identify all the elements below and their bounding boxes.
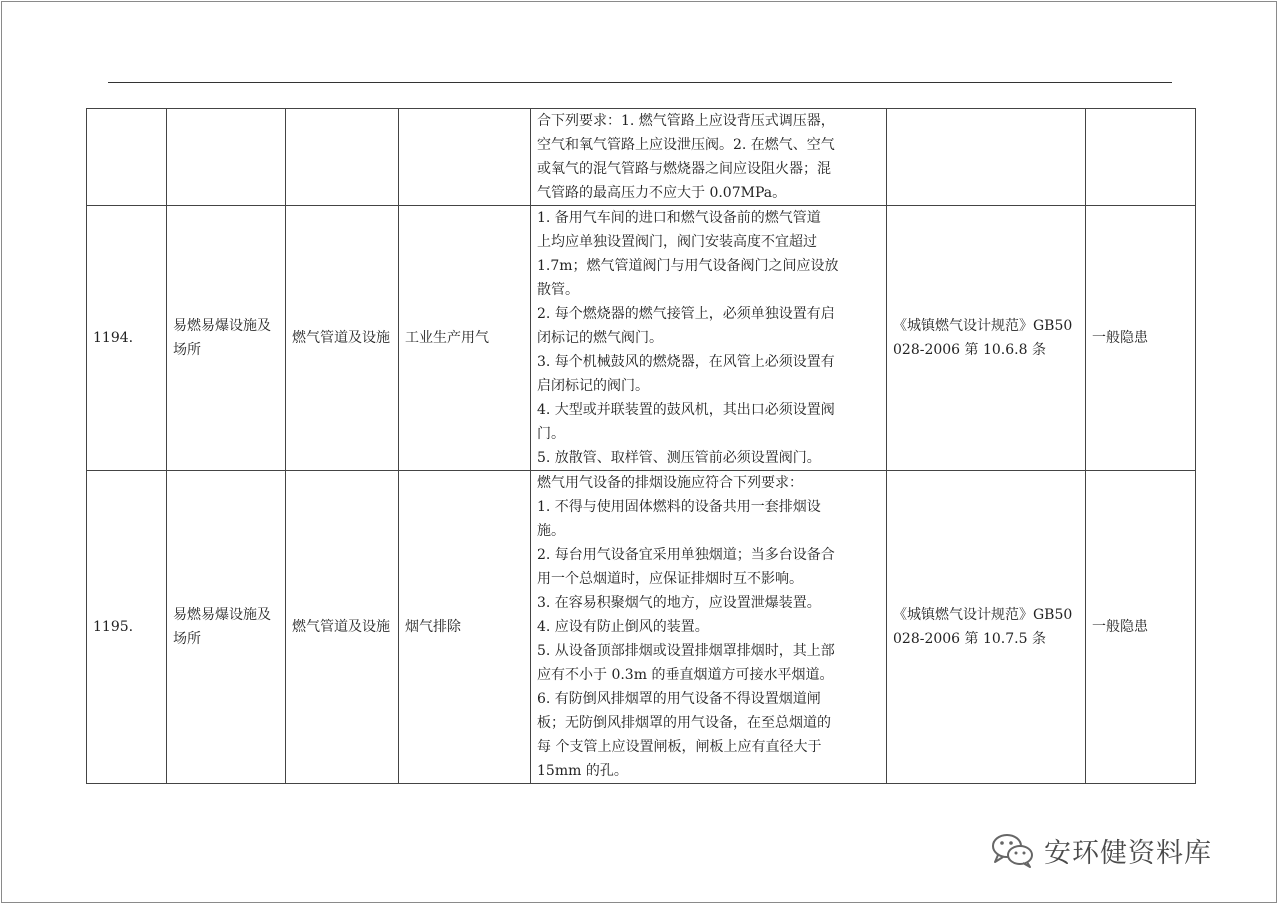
requirement-line: 启闭标记的阀门。 <box>537 378 649 394</box>
requirement-line: 1.7m；燃气管道阀门与用气设备阀门之间应设放 <box>537 258 839 274</box>
item-cell <box>399 109 531 206</box>
requirement-line: 门。 <box>537 426 565 442</box>
requirement-line: 气管路的最高压力不应大于 0.07MPa。 <box>537 185 787 201</box>
subcategory-cell: 燃气管道及设施 <box>286 206 399 471</box>
requirement-line: 施。 <box>537 523 565 539</box>
subcategory-cell <box>286 109 399 206</box>
subcategory-cell: 燃气管道及设施 <box>286 471 399 784</box>
item-cell: 工业生产用气 <box>399 206 531 471</box>
requirement-line: 1. 不得与使用固体燃料的设备共用一套排烟设 <box>537 499 821 515</box>
level-cell: 一般隐患 <box>1086 471 1196 784</box>
level-cell <box>1086 109 1196 206</box>
requirement-line: 3. 每个机械鼓风的燃烧器，在风管上必须设置有 <box>537 354 835 370</box>
requirement-line: 1. 备用气车间的进口和燃气设备前的燃气管道 <box>537 210 821 226</box>
category-cell: 易燃易爆设施及场所 <box>167 206 286 471</box>
requirement-line: 15mm 的孔。 <box>537 763 628 779</box>
hazard-table <box>86 108 1196 784</box>
requirement-line: 闭标记的燃气阀门。 <box>537 330 663 346</box>
requirement-line: 5. 从设备顶部排烟或设置排烟罩排烟时，其上部 <box>537 643 835 659</box>
requirement-line: 或氧气的混气管路与燃烧器之间应设阻火器；混 <box>537 161 831 177</box>
basis-cell <box>887 109 1086 206</box>
requirement-line: 板；无防倒风排烟罩的用气设备，在至总烟道的 <box>537 715 831 731</box>
requirement-line: 应有不小于 0.3m 的垂直烟道方可接水平烟道。 <box>537 667 834 683</box>
requirement-line: 2. 每个燃烧器的燃气接管上，必须单独设置有启 <box>537 306 835 322</box>
category-cell: 易燃易爆设施及场所 <box>167 471 286 784</box>
requirement-line: 燃气用气设备的排烟设施应符合下列要求： <box>537 475 803 491</box>
requirement-line: 散管。 <box>537 282 579 298</box>
row-number <box>87 109 167 206</box>
requirement-line: 上均应单独设置阀门，阀门安装高度不宜超过 <box>537 234 817 250</box>
wechat-icon <box>990 830 1036 870</box>
requirement-line: 4. 应设有防止倒风的装置。 <box>537 619 709 635</box>
table-row <box>87 206 1196 471</box>
basis-cell: 《城镇燃气设计规范》GB50028-2006 第 10.6.8 条 <box>887 206 1086 471</box>
table-row <box>87 109 1196 206</box>
requirement-line: 6. 有防倒风排烟罩的用气设备不得设置烟道闸 <box>537 691 821 707</box>
requirement-line: 每 个支管上应设置闸板，闸板上应有直径大于 <box>537 739 822 755</box>
requirement-line: 3. 在容易积聚烟气的地方，应设置泄爆装置。 <box>537 595 821 611</box>
item-cell: 烟气排除 <box>399 471 531 784</box>
requirement-line: 空气和氧气管路上应设泄压阀。2. 在燃气、空气 <box>537 137 835 153</box>
table-row <box>87 471 1196 784</box>
category-cell <box>167 109 286 206</box>
requirement-line: 2. 每台用气设备宜采用单独烟道；当多台设备合 <box>537 547 835 563</box>
requirement-line: 4. 大型或并联装置的鼓风机，其出口必须设置阀 <box>537 402 835 418</box>
row-number: 1195. <box>87 471 167 784</box>
watermark-text: 安环健资料库 <box>1044 837 1212 869</box>
requirement-line: 用一个总烟道时，应保证排烟时互不影响。 <box>537 571 803 587</box>
header-rule <box>108 82 1172 83</box>
basis-cell: 《城镇燃气设计规范》GB50028-2006 第 10.7.5 条 <box>887 471 1086 784</box>
row-number: 1194. <box>87 206 167 471</box>
requirements-cell <box>531 471 887 784</box>
requirement-line: 5. 放散管、取样管、测压管前必须设置阀门。 <box>537 450 821 466</box>
level-cell: 一般隐患 <box>1086 206 1196 471</box>
requirements-cell <box>531 206 887 471</box>
watermark <box>990 826 1212 874</box>
requirements-cell <box>531 109 887 206</box>
requirement-line: 合下列要求：1. 燃气管路上应设背压式调压器， <box>537 113 835 129</box>
